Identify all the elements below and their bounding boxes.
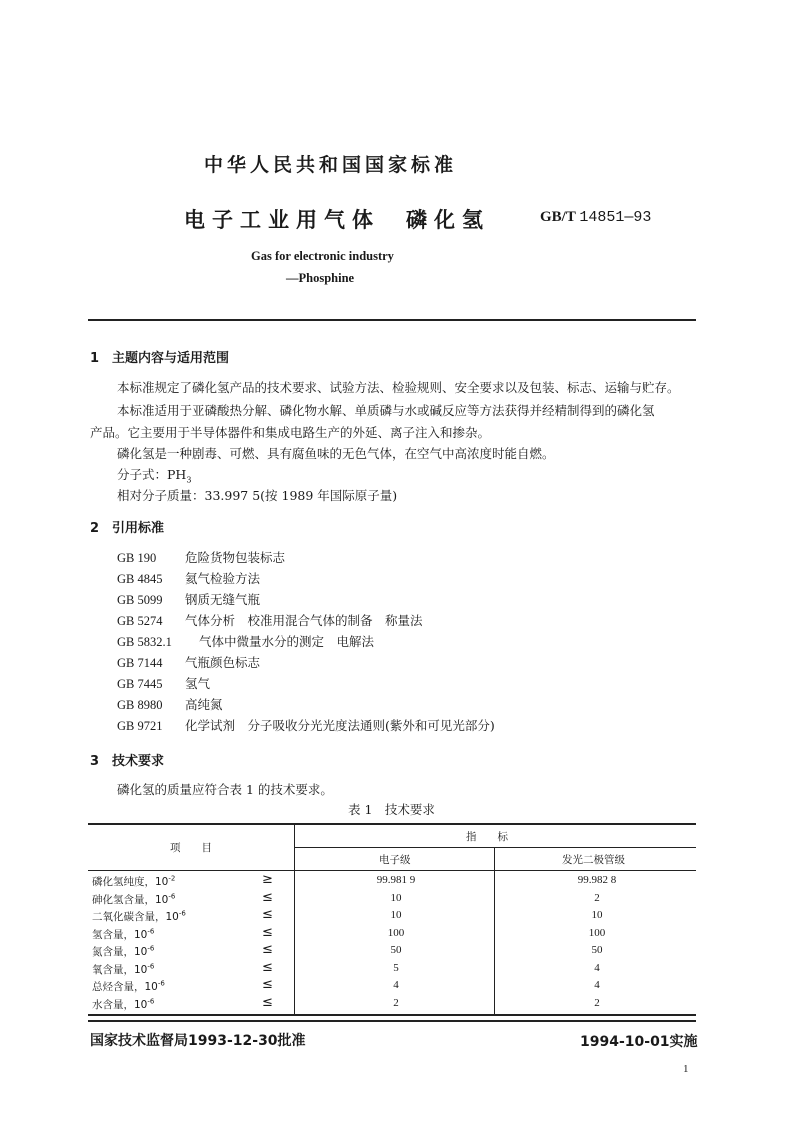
title-sub: 磷化氢 <box>406 208 490 232</box>
reference-item <box>117 632 374 650</box>
reference-item <box>117 674 210 692</box>
implementation-date: 1994-10-01实施 <box>580 1034 698 1050</box>
table-row-item <box>92 979 165 994</box>
english-title-line2: —Phosphine <box>286 271 355 285</box>
table-header-index: 指 标 <box>466 831 508 843</box>
reference-item <box>117 590 260 608</box>
document-title <box>184 204 490 234</box>
reference-title: 危险货物包装标志 <box>185 550 286 565</box>
reference-item <box>117 695 223 713</box>
molecular-weight: 相对分子质量：33.997 5(按 1989 年国际原子量) <box>117 488 398 503</box>
formula-label: 分子式：PH <box>117 467 187 482</box>
standard-code-prefix: GB/T <box>540 209 576 225</box>
section1-heading: 1 主题内容与适用范围 <box>90 351 230 366</box>
table-row-electronic-value: 10 <box>390 891 402 904</box>
table-row-item <box>92 997 154 1012</box>
table-row-item <box>92 874 175 889</box>
row-item-label: 氧含量，10 <box>92 963 148 976</box>
section1-paragraph2a: 本标准适用于亚磷酸热分解、磷化物水解、单质磷与水或碱反应等方法获得并经精制得到的磷化氢 <box>117 403 655 418</box>
standard-code-number: 14851—93 <box>579 209 652 226</box>
table-row-led-value: 10 <box>591 909 603 921</box>
row-item-exponent: -2 <box>168 874 176 883</box>
reference-code: GB 190 <box>117 551 157 565</box>
table-row-led-value: 4 <box>594 979 600 991</box>
table-row-item <box>92 927 154 942</box>
section3-paragraph1: 磷化氢的质量应符合表 1 的技术要求。 <box>117 782 333 797</box>
section1-paragraph3: 磷化氢是一种剧毒、可燃、具有腐鱼味的无色气体，在空气中高浓度时能自燃。 <box>117 446 555 461</box>
reference-item <box>117 611 423 629</box>
table-row-item <box>92 962 154 977</box>
reference-title: 气体分析 校准用混合气体的制备 称量法 <box>185 613 423 628</box>
reference-item <box>117 653 260 671</box>
reference-title: 气瓶颜色标志 <box>185 655 261 670</box>
molecular-formula <box>117 465 191 485</box>
english-title-line1: Gas for electronic industry <box>251 249 394 263</box>
row-item-label: 水含量，10 <box>92 998 148 1011</box>
table-row-led-value: 4 <box>594 961 600 974</box>
table-header-bottom-rule <box>88 870 696 871</box>
standard-label: 中华人民共和国国家标准 <box>204 154 458 176</box>
reference-title: 氢气 <box>185 676 211 691</box>
reference-title: 化学试剂 分子吸收分光光度法通则(紫外和可见光部分) <box>185 718 495 733</box>
footer-rule <box>88 1020 696 1022</box>
table-row-electronic-value: 10 <box>390 909 402 921</box>
reference-title: 氦气检验方法 <box>185 571 261 586</box>
table-vline-2 <box>494 847 495 1015</box>
table-row-electronic-value: 2 <box>393 996 399 1009</box>
table-row-led-value: 100 <box>588 926 606 939</box>
table-row-electronic-value: 4 <box>393 979 399 991</box>
row-item-exponent: -6 <box>147 962 155 970</box>
row-item-exponent: -6 <box>168 892 176 900</box>
reference-code: GB 5832.1 <box>117 635 172 649</box>
table-header-item: 项 目 <box>170 842 212 854</box>
table-vline-1 <box>294 824 295 1015</box>
row-item-label: 二氧化碳含量，10 <box>92 911 179 923</box>
approval-info: 国家技术监督局1993-12-30批准 <box>90 1033 306 1049</box>
row-item-exponent: -6 <box>157 979 165 988</box>
table-row-symbol: ≤ <box>262 994 273 1010</box>
table-row-symbol: ≤ <box>262 907 273 922</box>
section2-heading: 2 引用标准 <box>90 521 165 536</box>
reference-item <box>117 716 495 734</box>
table-row-symbol: ≤ <box>262 924 273 940</box>
reference-title: 高纯氮 <box>185 697 223 712</box>
row-item-label: 磷化氢纯度，10 <box>92 876 169 888</box>
reference-code: GB 8980 <box>117 698 163 712</box>
row-item-label: 氮含量，10 <box>92 946 148 958</box>
table-row-led-value: 2 <box>594 891 600 904</box>
reference-code: GB 5274 <box>117 614 163 628</box>
reference-code: GB 5099 <box>117 593 163 607</box>
section1-paragraph2b: 产品。它主要用于半导体器件和集成电路生产的外延、离子注入和掺杂。 <box>90 425 491 440</box>
formula-subscript: 3 <box>186 475 192 485</box>
table-row-item <box>92 944 154 959</box>
row-item-exponent: -6 <box>147 944 155 953</box>
standard-code <box>540 209 651 226</box>
table-row-led-value: 50 <box>591 944 603 956</box>
table-row-electronic-value: 50 <box>390 944 402 956</box>
title-main: 电子工业用气体 <box>184 208 380 232</box>
reference-code: GB 7144 <box>117 656 163 670</box>
reference-code: GB 7445 <box>117 677 163 691</box>
page-number: 1 <box>683 1063 689 1075</box>
row-item-label: 砷化氢含量，10 <box>92 893 169 906</box>
table-row-symbol: ≥ <box>262 872 273 887</box>
table-row-symbol: ≤ <box>262 889 273 905</box>
reference-title: 钢质无缝气瓶 <box>185 592 261 607</box>
table-header-electronic: 电子级 <box>379 854 411 866</box>
reference-item <box>117 548 285 566</box>
reference-item <box>117 569 260 587</box>
row-item-exponent: -6 <box>147 927 155 935</box>
section3-heading: 3 技术要求 <box>90 754 165 769</box>
table-bottom-rule <box>88 1014 696 1016</box>
table-header-led: 发光二极管级 <box>562 854 625 866</box>
table-row-electronic-value: 99.981 9 <box>376 874 416 886</box>
reference-title: 气体中微量水分的测定 电解法 <box>199 634 375 649</box>
row-item-label: 氢含量，10 <box>92 928 148 941</box>
table-row-symbol: ≤ <box>262 959 273 975</box>
table-row-led-value: 2 <box>594 996 600 1009</box>
table-row-item <box>92 909 186 924</box>
table-header-mid-rule <box>294 847 696 848</box>
reference-code: GB 9721 <box>117 719 163 733</box>
row-item-exponent: -6 <box>178 909 186 918</box>
reference-code: GB 4845 <box>117 572 163 586</box>
table-row-item <box>92 892 175 907</box>
table-top-rule <box>88 823 696 825</box>
header-rule <box>88 319 696 321</box>
table-row-electronic-value: 100 <box>387 926 405 939</box>
table-caption: 表 1 技术要求 <box>348 802 435 817</box>
table-row-symbol: ≤ <box>262 942 273 957</box>
row-item-label: 总烃含量，10 <box>92 981 158 993</box>
table-row-symbol: ≤ <box>262 977 273 992</box>
section1-paragraph1: 本标准规定了磷化氢产品的技术要求、试验方法、检验规则、安全要求以及包装、标志、运输与贮存。 <box>117 380 680 395</box>
table-row-electronic-value: 5 <box>393 961 399 974</box>
row-item-exponent: -6 <box>147 997 155 1005</box>
table-row-led-value: 99.982 8 <box>577 874 617 886</box>
